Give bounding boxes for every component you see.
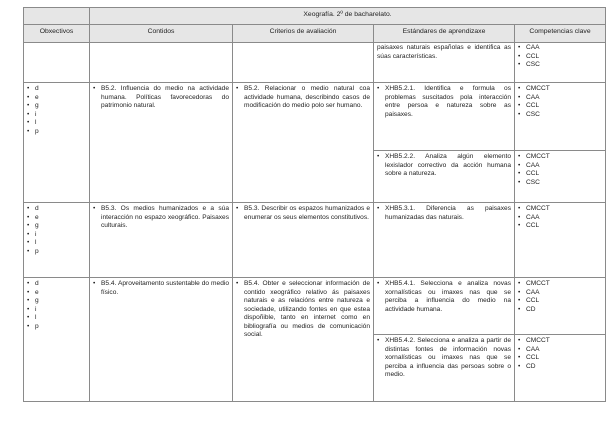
objective-item: • i xyxy=(27,111,86,120)
competences-cell xyxy=(515,203,606,278)
objective-item: • e xyxy=(27,94,86,103)
objective-item: • p xyxy=(27,248,86,257)
competences-list xyxy=(518,280,602,314)
criteria-cell: • B5.4. Obter e seleccionar información de contido xeográfico relativo ás paisaxes naturais e as relacións entre natureza e sociedade, utilizando fontes en que estea dispoñible, tanto en internet como en bibliografía ou medios de comunicación social. xyxy=(233,278,374,402)
objective-item: • p xyxy=(27,128,86,137)
competence-item: • CSC xyxy=(518,61,602,70)
content-text: B5.2. Influencia do medio na actividade humana. Políticas favorecedoras do patrimonio natural. xyxy=(101,85,229,109)
competence-item: • CCL xyxy=(518,170,602,179)
standard-cell: • XHB5.2.2. Analiza algún elemento lexislador correctivo da acción humana sobre a natureza. xyxy=(374,151,515,203)
block-row xyxy=(24,203,606,278)
competences-cell xyxy=(515,278,606,335)
curriculum-table xyxy=(23,7,606,402)
standard-cell: • XHB5.4.2. Selecciona e analiza a partir de distintas fontes de información novas xornalísticas ou imaxes nas que se perciba a influencia das persoas sobre o medio. xyxy=(374,335,515,402)
standard-text: XHB5.4.1. Selecciona e analiza novas xornalísticas ou imaxes nas que se perciba a influencia do medio na actividade humana. xyxy=(385,280,511,313)
competence-item: • CD xyxy=(518,363,602,372)
criteria-cell: • B5.2. Relacionar o medio natural coa actividade humana, describindo casos de modificación do medio polo ser humano. xyxy=(233,83,374,203)
criterion-text: B5.2. Relacionar o medio natural coa actividade humana, describindo casos de modificación do medio polo ser humano. xyxy=(244,85,370,109)
standard-text: XHB5.2.1. Identifica e formula os problemas suscitados pola interacción entre persoa e natureza sobre as paisaxes. xyxy=(385,85,511,118)
objective-item: • l xyxy=(27,119,86,128)
objectives-list xyxy=(27,205,86,256)
column-header-objectives: Obxectivos xyxy=(24,25,90,43)
block-row xyxy=(24,278,606,335)
competences-cell xyxy=(515,335,606,402)
objective-item: • g xyxy=(27,222,86,231)
objectives-cell xyxy=(24,83,90,203)
objective-item: • l xyxy=(27,239,86,248)
criterion-text: B5.3. Describir os espazos humanizados e enumerar os seus elementos constitutivos. xyxy=(244,205,370,221)
objective-item: • l xyxy=(27,314,86,323)
competence-item: • CMCCT xyxy=(518,85,602,94)
content-text: B5.4. Aproveitamento sustentable do medio físico. xyxy=(101,280,229,296)
criterion-text: B5.4. Obter e seleccionar información de contido xeográfico relativo ás paisaxes naturais e as relacións entre natureza e sociedade, utilizando fontes en que estea dispoñible, tanto en internet como en bibliografía ou medios de comunicación social. xyxy=(244,280,370,338)
continued-objectives-cell xyxy=(24,43,90,83)
objective-item: • i xyxy=(27,231,86,240)
competence-item: • CCL xyxy=(518,102,602,111)
column-header-criteria: Criterios de avaliación xyxy=(233,25,374,43)
standard-cell: • XHB5.2.1. Identifica e formula os problemas suscitados pola interacción entre persoa e natureza sobre as paisaxes. xyxy=(374,83,515,151)
objective-item: • e xyxy=(27,214,86,223)
contents-cell: • B5.3. Os medios humanizados e a súa interacción no espazo xeográfico. Paisaxes culturais. xyxy=(90,203,233,278)
standard-text: XHB5.2.2. Analiza algún elemento lexislador correctivo da acción humana sobre a natureza. xyxy=(385,153,511,177)
competences-cell xyxy=(515,151,606,203)
continued-competences-cell xyxy=(515,43,606,83)
competence-item: • CAA xyxy=(518,346,602,355)
competences-cell xyxy=(515,83,606,151)
competences-list xyxy=(518,85,602,119)
curriculum-table-container xyxy=(23,7,606,402)
competence-item: • CAA xyxy=(518,162,602,171)
competence-item: • CMCCT xyxy=(518,337,602,346)
competence-item: • CSC xyxy=(518,111,602,120)
objective-item: • g xyxy=(27,102,86,111)
standard-text: XHB5.3.1. Diferencia as paisaxes humanizadas das naturais. xyxy=(385,205,511,221)
continued-standard-cell xyxy=(374,43,515,83)
objectives-cell xyxy=(24,203,90,278)
competence-item: • CCL xyxy=(518,354,602,363)
competence-item: • CCL xyxy=(518,297,602,306)
competence-item: • CD xyxy=(518,306,602,315)
objective-item: • d xyxy=(27,205,86,214)
objective-item: • i xyxy=(27,306,86,315)
competence-item: • CAA xyxy=(518,214,602,223)
objective-item: • d xyxy=(27,85,86,94)
contents-cell: • B5.4. Aproveitamento sustentable do medio físico. xyxy=(90,278,233,402)
competences-list xyxy=(518,205,602,231)
competence-item: • CMCCT xyxy=(518,153,602,162)
objective-item: • g xyxy=(27,297,86,306)
standard-cell: • XHB5.4.1. Selecciona e analiza novas xornalísticas ou imaxes nas que se perciba a influencia do medio na actividade humana. xyxy=(374,278,515,335)
competence-item: • CCL xyxy=(518,222,602,231)
continued-contents-cell xyxy=(90,43,233,83)
objectives-cell xyxy=(24,278,90,402)
grade-title: Xeografía. 2º de bacharelato. xyxy=(90,8,606,25)
objective-item: • d xyxy=(27,280,86,289)
objectives-list xyxy=(27,85,86,136)
objectives-list xyxy=(27,280,86,331)
competences-list xyxy=(518,153,602,187)
column-header-contents: Contidos xyxy=(90,25,233,43)
standard-text: XHB5.4.2. Selecciona e analiza a partir de distintas fontes de información novas xornalísticas ou imaxes nas que se perciba a influencia das persoas sobre o medio. xyxy=(385,337,511,378)
column-header-competences: Competencias clave xyxy=(515,25,606,43)
objective-item: • e xyxy=(27,289,86,298)
column-header-standards: Estándares de aprendizaxe xyxy=(374,25,515,43)
competence-item: • CMCCT xyxy=(518,205,602,214)
grade-row xyxy=(24,8,606,25)
competence-item: • CMCCT xyxy=(518,280,602,289)
column-header-row xyxy=(24,25,606,43)
objective-item: • p xyxy=(27,323,86,332)
criteria-cell: • B5.3. Describir os espazos humanizados e enumerar os seus elementos constitutivos. xyxy=(233,203,374,278)
competence-item: • CAA xyxy=(518,94,602,103)
content-text: B5.3. Os medios humanizados e a súa interacción no espazo xeográfico. Paisaxes culturais. xyxy=(101,205,229,229)
block-row xyxy=(24,83,606,151)
competence-item: • CAA xyxy=(518,44,602,53)
contents-cell: • B5.2. Influencia do medio na actividade humana. Políticas favorecedoras do patrimonio natural. xyxy=(90,83,233,203)
competences-list xyxy=(518,337,602,371)
standard-cell: • XHB5.3.1. Diferencia as paisaxes humanizadas das naturais. xyxy=(374,203,515,278)
competences-list xyxy=(518,44,602,70)
continued-criteria-cell xyxy=(233,43,374,83)
competence-item: • CSC xyxy=(518,179,602,188)
competence-item: • CCL xyxy=(518,53,602,62)
continued-row xyxy=(24,43,606,83)
corner-cell xyxy=(24,8,90,25)
competence-item: • CAA xyxy=(518,289,602,298)
continued-standard-text: paisaxes naturais españolas e identifica as súas características. xyxy=(377,44,511,60)
